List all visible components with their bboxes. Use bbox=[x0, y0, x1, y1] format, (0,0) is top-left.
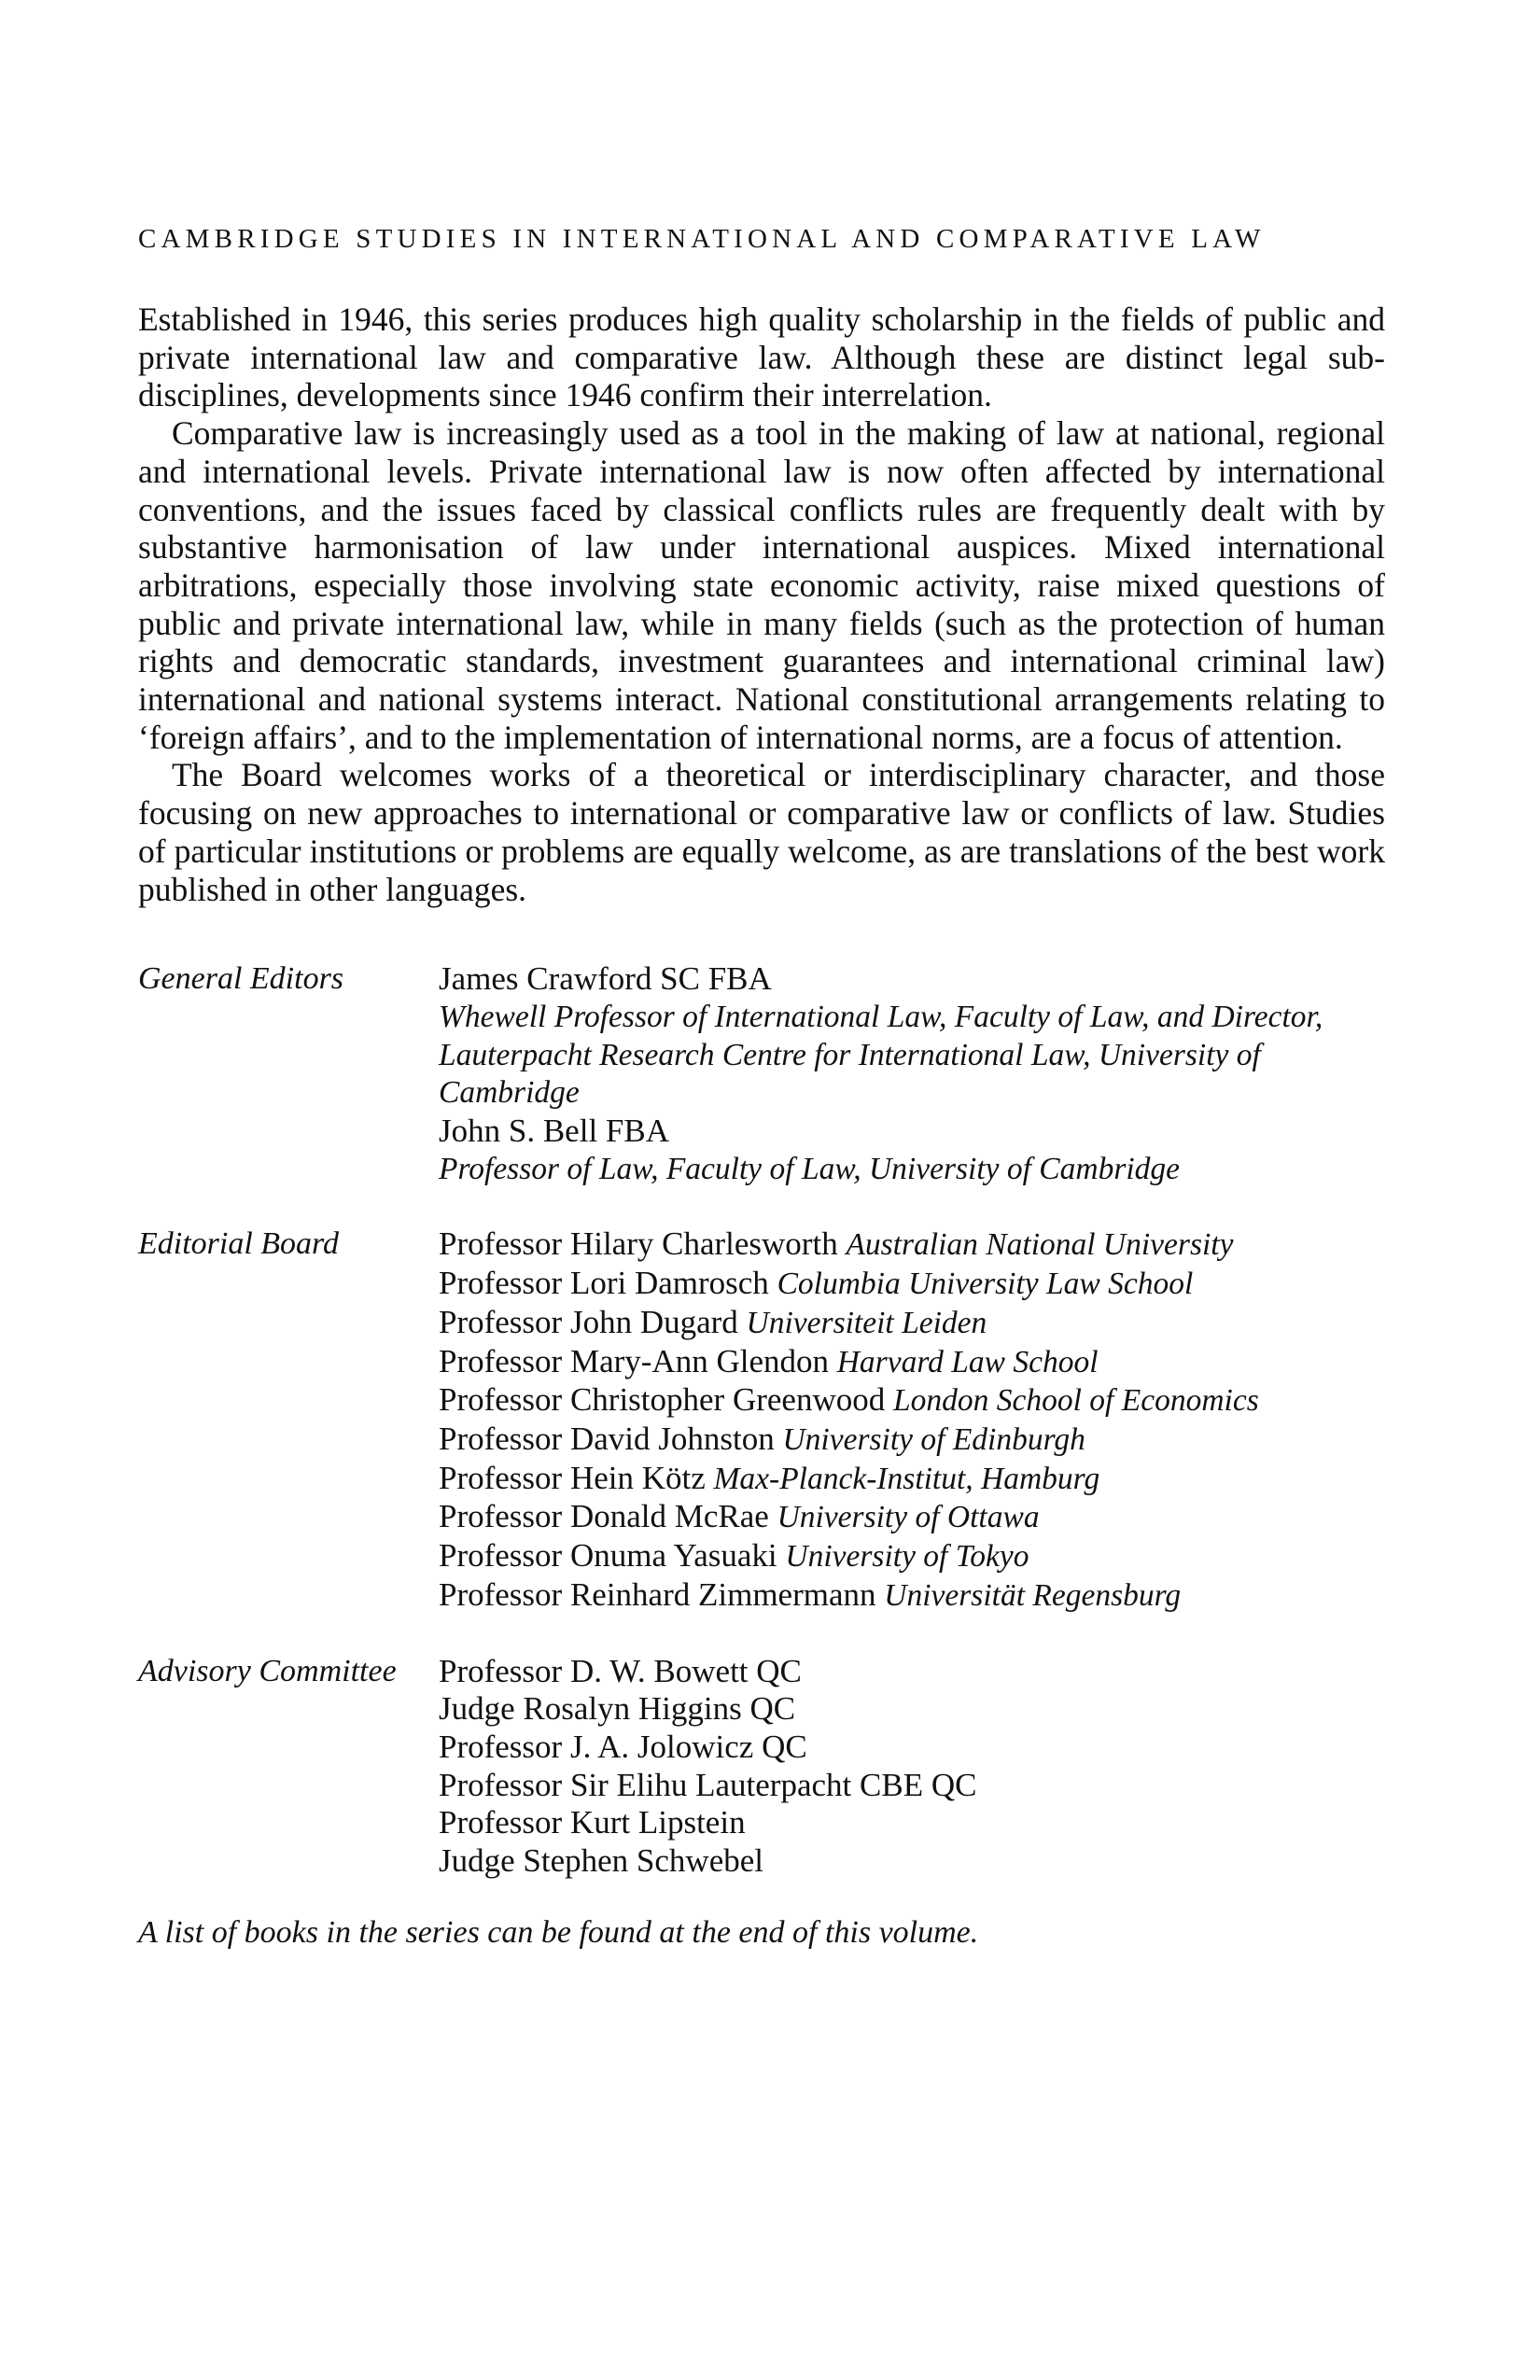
board-member-name: Professor Onuma Yasuaki bbox=[439, 1537, 777, 1575]
board-member-affiliation: Max-Planck-Institut, Hamburg bbox=[713, 1461, 1100, 1496]
committee-member: Professor J. A. Jolowicz QC bbox=[439, 1728, 807, 1765]
board-member bbox=[439, 1381, 1385, 1421]
board-member-affiliation: Harvard Law School bbox=[836, 1344, 1099, 1379]
intro-paragraph-2: Comparative law is increasingly used as a tool in the making of law at national, regional and international levels. Private international law is now often affected by international conventions, and the issues faced by classical conflicts rules are frequently dealt with by substantive harmonisation of law under international auspices. Mixed international arbitrations, especially those involving state economic activity, raise mixed questions of public and private international law, while in many fields (such as the protection of human rights and democratic standards, investment guarantees and international criminal law) international and national systems interact. National constitutional arrangements relating to ‘foreign affairs’, and to the implementation of international norms, are a focus of attention. bbox=[138, 414, 1385, 756]
board-member bbox=[439, 1265, 1385, 1304]
board-member-name: Professor Donald McRae bbox=[439, 1498, 769, 1535]
board-member-affiliation: London School of Economics bbox=[893, 1383, 1259, 1419]
advisory-committee-label: Advisory Committee bbox=[138, 1653, 397, 1688]
committee-member: Professor Kurt Lipstein bbox=[439, 1804, 746, 1841]
board-member-name: Professor Mary-Ann Glendon bbox=[439, 1342, 829, 1379]
editor-name: John S. Bell FBA bbox=[439, 1113, 669, 1150]
board-member-name: Professor Hein Kötz bbox=[439, 1459, 706, 1496]
board-member bbox=[439, 1537, 1385, 1576]
general-editors-section bbox=[138, 960, 1385, 1188]
committee-member: Judge Rosalyn Higgins QC bbox=[439, 1690, 796, 1728]
board-member bbox=[439, 1421, 1385, 1460]
committee-member: Professor D. W. Bowett QC bbox=[439, 1652, 802, 1689]
board-member-affiliation: University of Tokyo bbox=[785, 1539, 1029, 1575]
board-member-name: Professor David Johnston bbox=[439, 1420, 775, 1457]
board-member-name: Professor Christopher Greenwood bbox=[439, 1381, 886, 1419]
board-member bbox=[439, 1576, 1385, 1616]
general-editors-list bbox=[439, 960, 1385, 1188]
board-member-affiliation: University of Ottawa bbox=[777, 1500, 1040, 1535]
board-member-affiliation: Universiteit Leiden bbox=[746, 1305, 987, 1340]
intro-paragraph-3: The Board welcomes works of a theoretical or interdisciplinary character, and those focusing on new approaches to international or comparative law or conflicts of law. Studies of particular institutions or problems are equally welcome, as are translations of the best work published in other languages. bbox=[138, 756, 1385, 908]
board-member-name: Professor John Dugard bbox=[439, 1303, 738, 1340]
board-member bbox=[439, 1225, 1385, 1265]
board-member-affiliation: University of Edinburgh bbox=[782, 1421, 1085, 1457]
series-description bbox=[138, 301, 1385, 908]
intro-paragraph-1: Established in 1946, this series produces high quality scholarship in the fields of public and private international law and comparative law. Although these are distinct legal sub-disciplines, developments since 1946 confirm their interrelation. bbox=[138, 301, 1385, 414]
series-books-note: A list of books in the series can be found at the end of this volume. bbox=[138, 1914, 979, 1950]
board-member-affiliation: Australian National University bbox=[846, 1227, 1234, 1263]
board-member-name: Professor Lori Damrosch bbox=[439, 1265, 769, 1302]
board-member-name: Professor Hilary Charlesworth bbox=[439, 1225, 838, 1263]
editor-affiliation: Whewell Professor of International Law, Faculty of Law, and Director, Lauterpacht Research Centre for International Law, University of Cambridge bbox=[439, 999, 1323, 1111]
committee-member: Professor Sir Elihu Lauterpacht CBE QC bbox=[439, 1766, 977, 1803]
advisory-committee-section bbox=[138, 1653, 1385, 1881]
board-member bbox=[439, 1343, 1385, 1382]
editors-block bbox=[138, 960, 1385, 1880]
advisory-committee-list bbox=[439, 1653, 1385, 1881]
board-member bbox=[439, 1498, 1385, 1537]
board-member bbox=[439, 1460, 1385, 1499]
editorial-board-label: Editorial Board bbox=[138, 1226, 340, 1262]
series-page bbox=[138, 224, 1385, 1983]
board-member-name: Professor Reinhard Zimmermann bbox=[439, 1575, 876, 1613]
committee-member: Judge Stephen Schwebel bbox=[439, 1842, 763, 1880]
editor-affiliation: Professor of Law, Faculty of Law, University of Cambridge bbox=[439, 1151, 1181, 1186]
board-member bbox=[439, 1304, 1385, 1343]
board-member-affiliation: Universität Regensburg bbox=[884, 1577, 1182, 1613]
board-member-affiliation: Columbia University Law School bbox=[777, 1267, 1194, 1302]
general-editors-label: General Editors bbox=[138, 961, 344, 997]
editorial-board-list bbox=[439, 1225, 1385, 1615]
editorial-board-section bbox=[138, 1225, 1385, 1615]
series-title: CAMBRIDGE STUDIES IN INTERNATIONAL AND COMPARATIVE LAW bbox=[138, 224, 1266, 254]
editor-name: James Crawford SC FBA bbox=[439, 960, 772, 998]
